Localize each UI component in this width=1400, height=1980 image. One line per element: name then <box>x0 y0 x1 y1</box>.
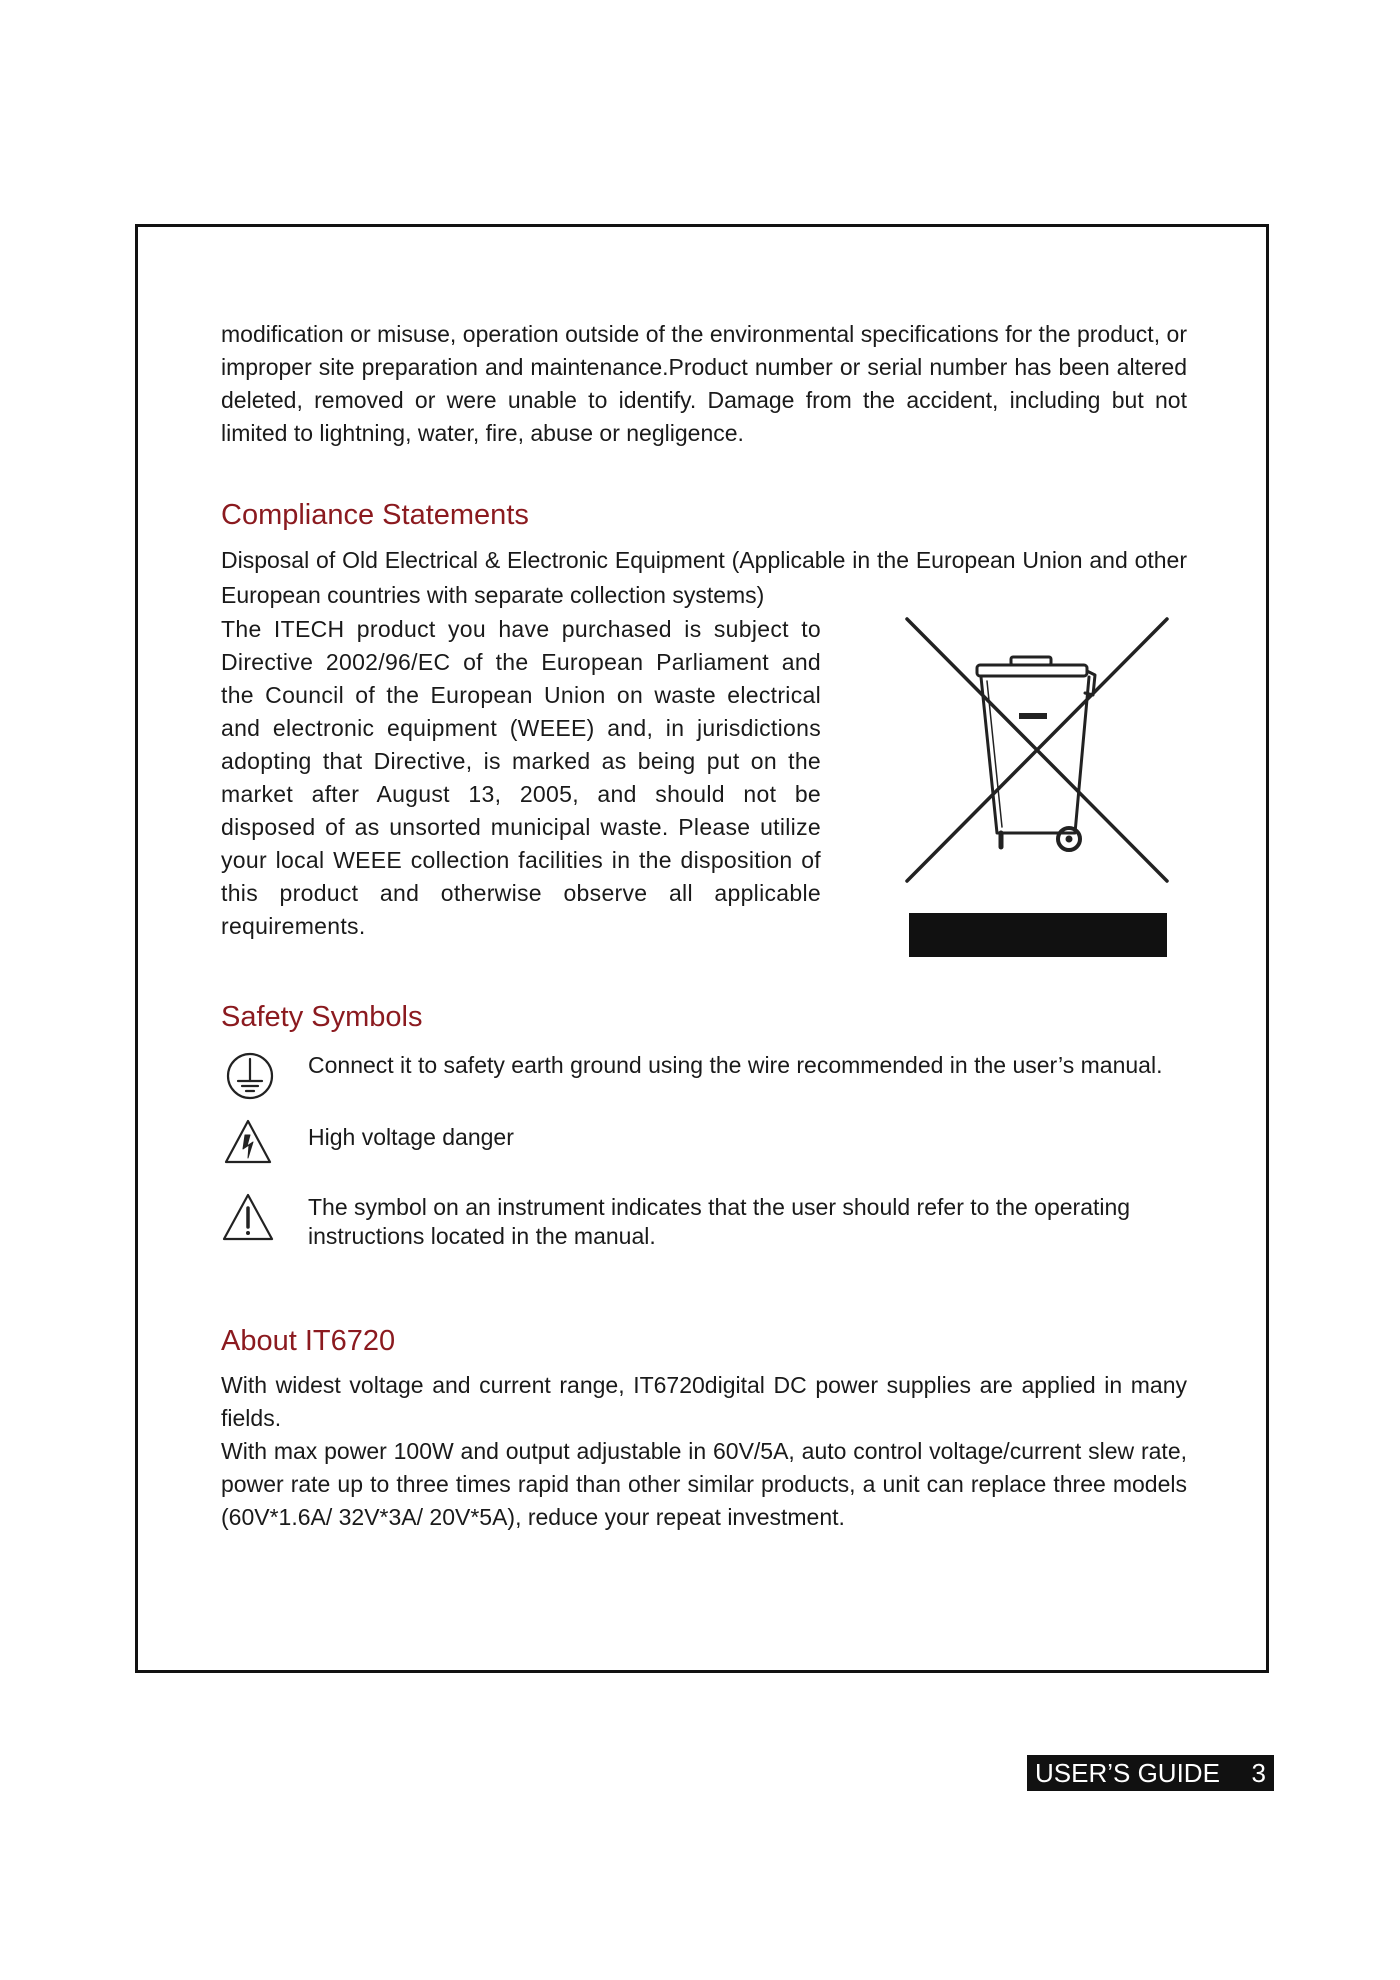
crossed-out-wheelie-bin-icon <box>899 615 1177 965</box>
safety-item-text: High voltage danger <box>308 1124 514 1150</box>
about-heading: About IT6720 <box>221 1325 396 1357</box>
weee-text-block <box>221 613 821 943</box>
safety-item-earth-ground <box>221 1049 1187 1113</box>
footer-page-tab <box>1027 1755 1274 1791</box>
page-number: 3 <box>1251 1758 1266 1788</box>
weee-paragraph: The ITECH product you have purchased is subject to Directive 2002/96/EC of the European Parliament and the Council of the European Union on waste electrical and electronic equipment (WEEE) and, in jurisdictions adopting that Directive, is marked as being put on the market after August 13, 2005, and should not be disposed of as unsorted municipal waste. Please utilize your local WEEE collection facilities in the disposition of this product and otherwise observe all applicable requirements. <box>221 616 821 939</box>
high-voltage-icon <box>223 1117 273 1167</box>
compliance-heading: Compliance Statements <box>221 499 529 531</box>
safety-item-caution <box>221 1193 1187 1279</box>
about-paragraph-2: With max power 100W and output adjustable in 60V/5A, auto control voltage/current slew rate, power rate up to three times rapid than other similar products, a unit can replace three models (60V*1.6A/ 32V*3A/ 20V*5A), reduce your repeat investment. <box>221 1438 1187 1530</box>
safety-item-high-voltage <box>221 1121 1187 1185</box>
compliance-lead: Disposal of Old Electrical & Electronic Equipment (Applicable in the European Union and other European countries with separate collection systems) <box>221 547 1187 608</box>
about-paragraph-1: With widest voltage and current range, IT6720digital DC power supplies are applied in many fields. <box>221 1372 1187 1431</box>
caution-icon <box>221 1191 275 1243</box>
earth-ground-icon <box>225 1051 275 1101</box>
footer-label: USER’S GUIDE <box>1035 1758 1220 1788</box>
safety-heading: Safety Symbols <box>221 1001 423 1033</box>
intro-paragraph: modification or misuse, operation outside of the environmental specifications for the product, or improper site preparation and maintenance.Product number or serial number has been altered deleted, removed or were unable to identify. Damage from the accident, including but not limited to lightning, water, fire, abuse or negligence. <box>221 321 1187 446</box>
weee-section <box>221 613 1187 979</box>
safety-item-text: Connect it to safety earth ground using the wire recommended in the user’s manual. <box>308 1052 1163 1078</box>
safety-item-text: The symbol on an instrument indicates that the user should refer to the operating instructions located in the manual. <box>308 1194 1131 1249</box>
page-content <box>221 318 1187 1534</box>
